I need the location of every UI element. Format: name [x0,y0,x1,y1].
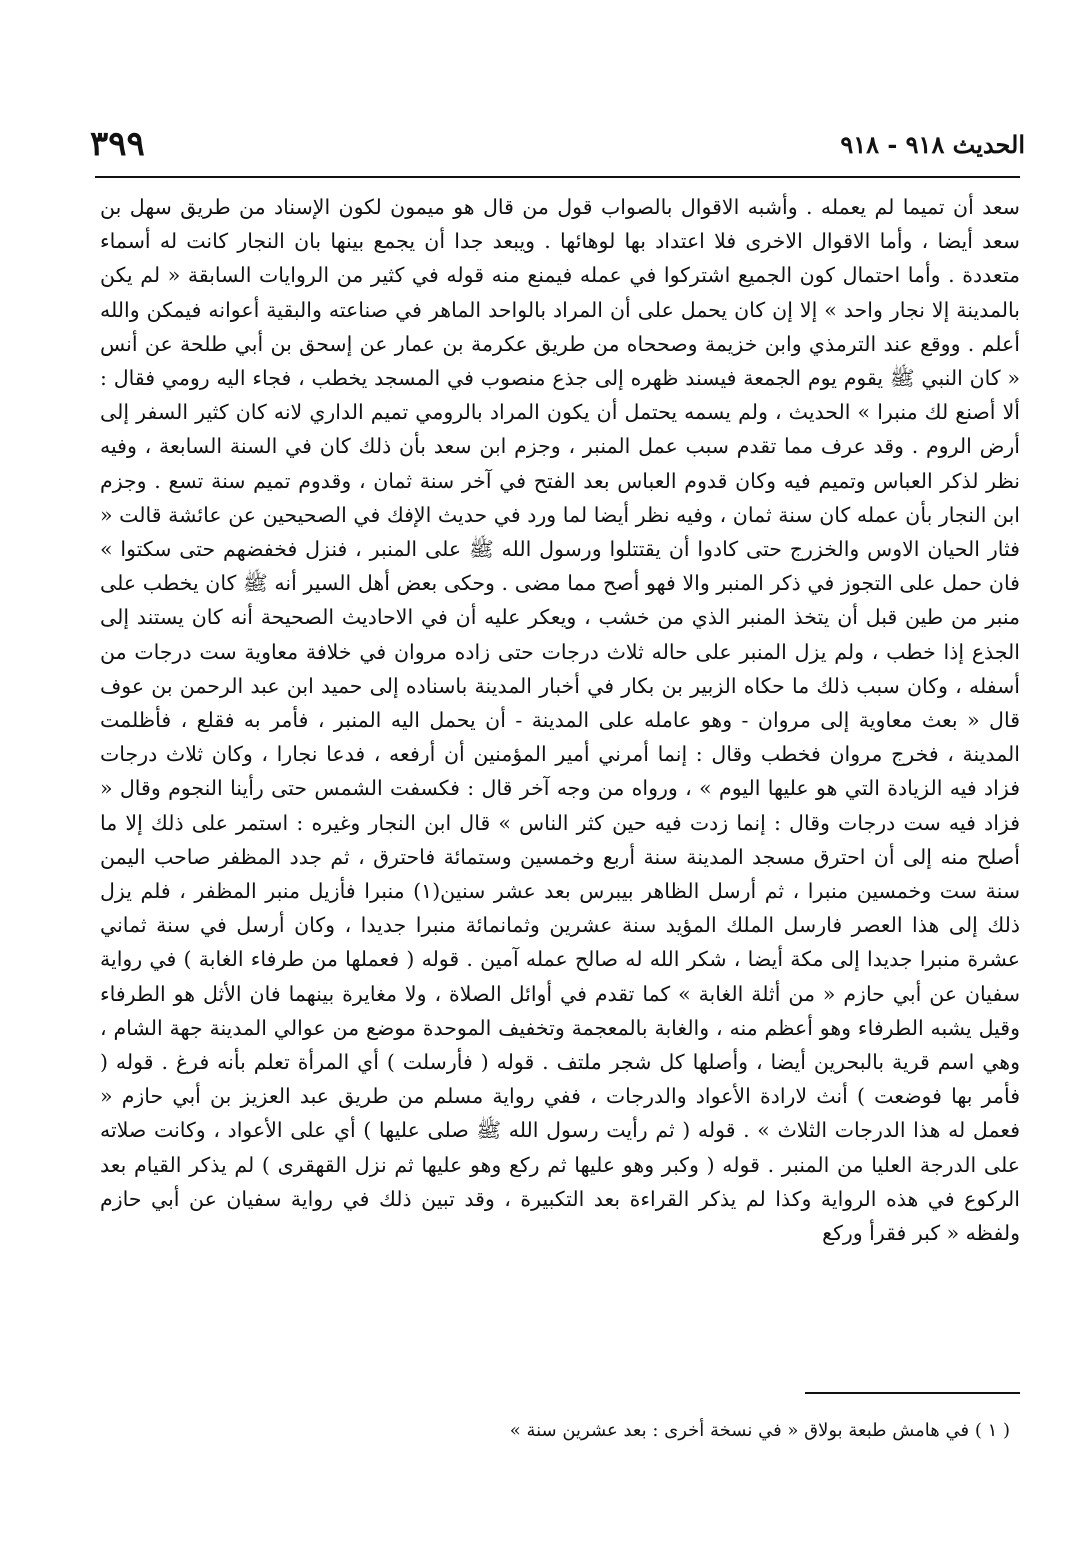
footnote: ( ١ ) في هامش طبعة بولاق « في نسخة أخرى : بعد عشرين سنة » [509,1420,1010,1441]
page-header [90,120,1025,176]
page-number: ٣٩٩ [90,124,145,164]
commentary-body [100,190,1020,1250]
header-divider [95,176,1020,178]
hadith-range-heading: الحديث ٩١٨ - ٩١٨ [840,130,1025,159]
footnote-divider [805,1392,1020,1394]
commentary-paragraph: سعد أن تميما لم يعمله . وأشبه الاقوال بالصواب قول من قال هو ميمون لكون الإسناد من طريق سهل بن سعد أيضا ، وأما الاقوال الاخرى فلا اعتداد بها لوهائها . ويبعد جدا أن يجمع بينها بان النجار كانت له أسماء متعددة . وأما احتمال كون الجميع اشتركوا في عمله فيمنع منه قوله في كثير من الروايات السابقة « لم يكن بالمدينة إلا نجار واحد » إلا إن كان يحمل على أن المراد بالواحد الماهر في صناعته والبقية أعوانه فيمكن والله أعلم . ووقع عند الترمذي وابن خزيمة وصححاه من طريق عكرمة بن عمار عن إسحق بن أبي طلحة عن أنس « كان النبي ﷺ يقوم يوم الجمعة فيسند ظهره إلى جذع منصوب في المسجد يخطب ، فجاء اليه رومي فقال : ألا أصنع لك منبرا » الحديث ، ولم يسمه يحتمل أن يكون المراد بالرومي تميم الداري لانه كان كثير السفر إلى أرض الروم . وقد عرف مما تقدم سبب عمل المنبر ، وجزم ابن سعد بأن ذلك كان في السنة السابعة ، وفيه نظر لذكر العباس وتميم فيه وكان قدوم العباس بعد الفتح في آخر سنة ثمان ، وقدوم تميم سنة تسع . وجزم ابن النجار بأن عمله كان سنة ثمان ، وفيه نظر أيضا لما ورد في حديث الإفك في الصحيحين عن عائشة قالت « فثار الحيان الاوس والخزرج حتى كادوا أن يقتتلوا ورسول الله ﷺ على المنبر ، فنزل فخفضهم حتى سكتوا » فان حمل على التجوز في ذكر المنبر والا فهو أصح مما مضى . وحكى بعض أهل السير أنه ﷺ كان يخطب على منبر من طين قبل أن يتخذ المنبر الذي من خشب ، ويعكر عليه أن في الاحاديث الصحيحة أنه كان يستند إلى الجذع إذا خطب ، ولم يزل المنبر على حاله ثلاث درجات حتى زاده مروان في خلافة معاوية ست درجات من أسفله ، وكان سبب ذلك ما حكاه الزبير بن بكار في أخبار المدينة باسناده إلى حميد ابن عبد الرحمن بن عوف قال « بعث معاوية إلى مروان - وهو عامله على المدينة - أن يحمل اليه المنبر ، فأمر به فقلع ، فأظلمت المدينة ، فخرج مروان فخطب وقال : إنما أمرني أمير المؤمنين أن أرفعه ، فدعا نجارا ، وكان ثلاث درجات فزاد فيه الزيادة التي هو عليها اليوم » ، ورواه من وجه آخر قال : فكسفت الشمس حتى رأينا النجوم وقال « فزاد فيه ست درجات وقال : إنما زدت فيه حين كثر الناس » قال ابن النجار وغيره : استمر على ذلك إلا ما أصلح منه إلى أن احترق مسجد المدينة سنة أربع وخمسين وستمائة فاحترق ، ثم جدد المظفر صاحب اليمن سنة ست وخمسين منبرا ، ثم أرسل الظاهر بيبرس بعد عشر سنين(١) منبرا فأزيل منبر المظفر ، فلم يزل ذلك إلى هذا العصر فارسل الملك المؤيد سنة عشرين وثمانمائة منبرا جديدا ، وكان أرسل في سنة ثماني عشرة منبرا جديدا إلى مكة أيضا ، شكر الله له صالح عمله آمين . قوله ( فعملها من طرفاء الغابة ) في رواية سفيان عن أبي حازم « من أثلة الغابة » كما تقدم في أوائل الصلاة ، ولا مغايرة بينهما فان الأثل هو الطرفاء وقيل يشبه الطرفاء وهو أعظم منه ، والغابة بالمعجمة وتخفيف الموحدة موضع من عوالي المدينة جهة الشام ، وهي اسم قرية بالبحرين أيضا ، وأصلها كل شجر ملتف . قوله ( فأرسلت ) أي المرأة تعلم بأنه فرغ . قوله ( فأمر بها فوضعت ) أنث لارادة الأعواد والدرجات ، ففي رواية مسلم من طريق عبد العزيز بن أبي حازم « فعمل له هذا الدرجات الثلاث » . قوله ( ثم رأيت رسول الله ﷺ صلى عليها ) أي على الأعواد ، وكانت صلاته على الدرجة العليا من المنبر . قوله ( وكبر وهو عليها ثم ركع وهو عليها ثم نزل القهقرى ) لم يذكر القيام بعد الركوع في هذه الرواية وكذا لم يذكر القراءة بعد التكبيرة ، وقد تبين ذلك في رواية سفيان عن أبي حازم ولفظه « كبر فقرأ وركع [100,195,1021,1246]
